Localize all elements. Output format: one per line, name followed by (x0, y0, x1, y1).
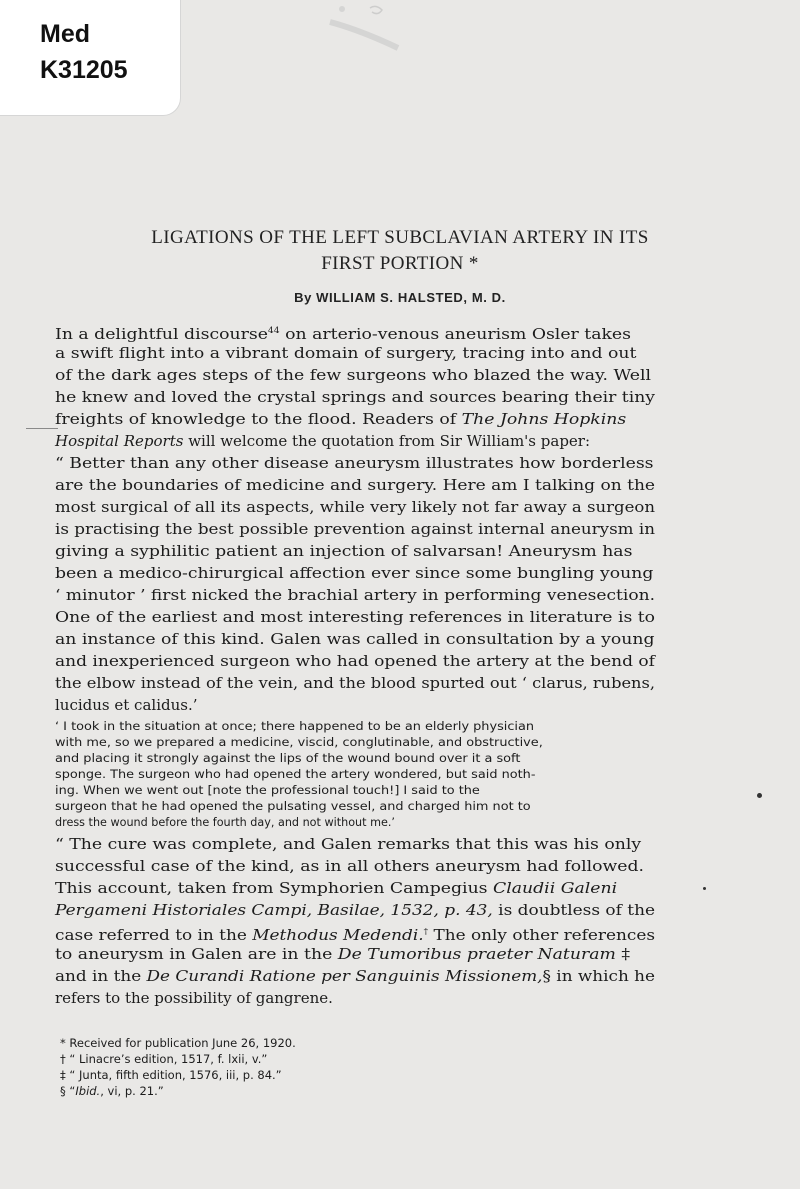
text-run: a swift flight into a vibrant domain of surgery, tracing into and out (55, 344, 637, 362)
paragraph-line (55, 408, 626, 430)
footnotes-line (60, 1083, 164, 1099)
quote-line: One of the earliest and most interesting references in literature is to (55, 608, 655, 626)
italic-text: Ibid. (75, 1084, 101, 1098)
label-line-1: Med (40, 20, 90, 48)
quote-line: giving a syphilitic patient an injection of salvarsan! Aneurysm has (55, 542, 633, 560)
quote-line: ing. When we went out [note the professional touch!] I said to the (55, 784, 480, 797)
text-run: This account, taken from Symphorien Campegius (55, 879, 494, 897)
footnotes-line (60, 1035, 296, 1051)
paragraph-line (55, 855, 644, 877)
paragraph-line (55, 987, 333, 1009)
text-run: § in which he (542, 967, 655, 985)
paragraph-line (55, 833, 641, 855)
text-run: In a delightful discourse (55, 325, 268, 343)
paragraph-line (55, 386, 655, 408)
text-run: of the dark ages steps of the few surgeons who blazed the way. Well (55, 366, 652, 384)
text-run: is doubtless of the (492, 901, 655, 919)
quote-line: and placing it strongly against the lips of the wound bound over it a soft (55, 752, 521, 765)
margin-dot (757, 793, 762, 798)
title-line-2: FIRST PORTION * (321, 253, 479, 274)
text-run: § “ (60, 1084, 76, 1098)
italic-text: De Tumoribus praeter Naturam (337, 945, 616, 963)
text-run: , vi, p. 21.” (100, 1084, 164, 1098)
italic-text: De Curandi Ratione per Sanguinis Missionem, (146, 967, 543, 985)
italic-text: Hospital Reports (55, 432, 184, 450)
quote-line: ‘ I took in the situation at once; there happened to be an elderly physician (55, 720, 535, 733)
author-byline: By WILLIAM S. HALSTED, M. D. (294, 290, 506, 305)
quote-line: ‘ minutor ’ first nicked the brachial artery in performing venesection. (55, 586, 655, 604)
italic-text: The Johns Hopkins (461, 410, 627, 428)
italic-text: Claudii Galeni (493, 879, 618, 897)
text-run: successful case of the kind, as in all others aneurysm had followed. (55, 857, 645, 875)
quote-line: sponge. The surgeon who had opened the artery wondered, but said noth- (55, 768, 536, 781)
footnotes-line (60, 1051, 267, 1067)
text-run: and in the (55, 967, 147, 985)
quote-line: are the boundaries of medicine and surgery. Here am I talking on the (55, 476, 655, 494)
quote-line: lucidus et calidus.’ (55, 696, 198, 714)
text-run: case referred to in the (55, 926, 253, 944)
italic-text: Methodus Medendi. (252, 926, 424, 944)
paragraph-line (55, 430, 590, 452)
quote-line: surgeon that he had opened the pulsating vessel, and charged him not to (55, 800, 531, 813)
paper-stain-mark (300, 0, 420, 60)
text-run: he knew and loved the crystal springs and sources bearing their tiny (55, 388, 655, 406)
footnote-marker: † (423, 927, 429, 936)
paragraph-line (55, 965, 655, 987)
quote-line: and inexperienced surgeon who had opened the artery at the bend of (55, 652, 655, 670)
text-run: to aneurysm in Galen are in the (55, 945, 338, 963)
label-line-2: K31205 (40, 56, 128, 84)
text-run: “ The cure was complete, and Galen remarks that this was his only (55, 835, 642, 853)
text-run: * Received for publication June 26, 1920. (60, 1036, 296, 1050)
quote-line: “ Better than any other disease aneurysm illustrates how borderless (55, 454, 654, 472)
title-line-1: LIGATIONS OF THE LEFT SUBCLAVIAN ARTERY IN ITS (151, 227, 649, 248)
quote-line: an instance of this kind. Galen was called in consultation by a young (55, 630, 655, 648)
margin-dot (703, 887, 706, 890)
margin-mark (26, 428, 58, 429)
paragraph-line (55, 943, 630, 965)
paragraph-line (55, 899, 655, 921)
quote-line: the elbow instead of the vein, and the blood spurted out ‘ clarus, rubens, (55, 674, 655, 692)
text-run: ‡ “ Junta, fifth edition, 1576, iii, p. 84.” (60, 1068, 282, 1082)
text-run: ‡ (615, 945, 630, 963)
article-title (60, 225, 740, 277)
quote-line: with me, so we prepared a medicine, viscid, conglutinable, and obstructive, (55, 736, 543, 749)
paragraph-line (55, 877, 617, 899)
footnote-marker: 44 (267, 326, 280, 335)
quote-line: been a medico-chirurgical affection ever since some bungling young (55, 564, 654, 582)
text-run: will welcome the quotation from Sir William's paper: (183, 432, 591, 450)
footnotes-line (60, 1067, 282, 1083)
quote-line: dress the wound before the fourth day, and not without me.’ (55, 816, 395, 829)
library-call-number-label (0, 0, 181, 116)
italic-text: Pergameni Historiales Campi, Basilae, 1532, p. 43, (55, 901, 493, 919)
quote-line: is practising the best possible prevention against internal aneurysm in (55, 520, 655, 538)
paragraph-line (55, 342, 636, 364)
paragraph-line (55, 364, 651, 386)
text-run: freights of knowledge to the flood. Readers of (55, 410, 462, 428)
text-run: † “ Linacre’s edition, 1517, f. lxii, v.” (60, 1052, 268, 1066)
text-run: The only other references (428, 926, 655, 944)
text-run: refers to the possibility of gangrene. (55, 989, 333, 1007)
quote-line: most surgical of all its aspects, while very likely not far away a surgeon (55, 498, 655, 516)
text-run: on arterio-venous aneurism Osler takes (279, 325, 632, 343)
